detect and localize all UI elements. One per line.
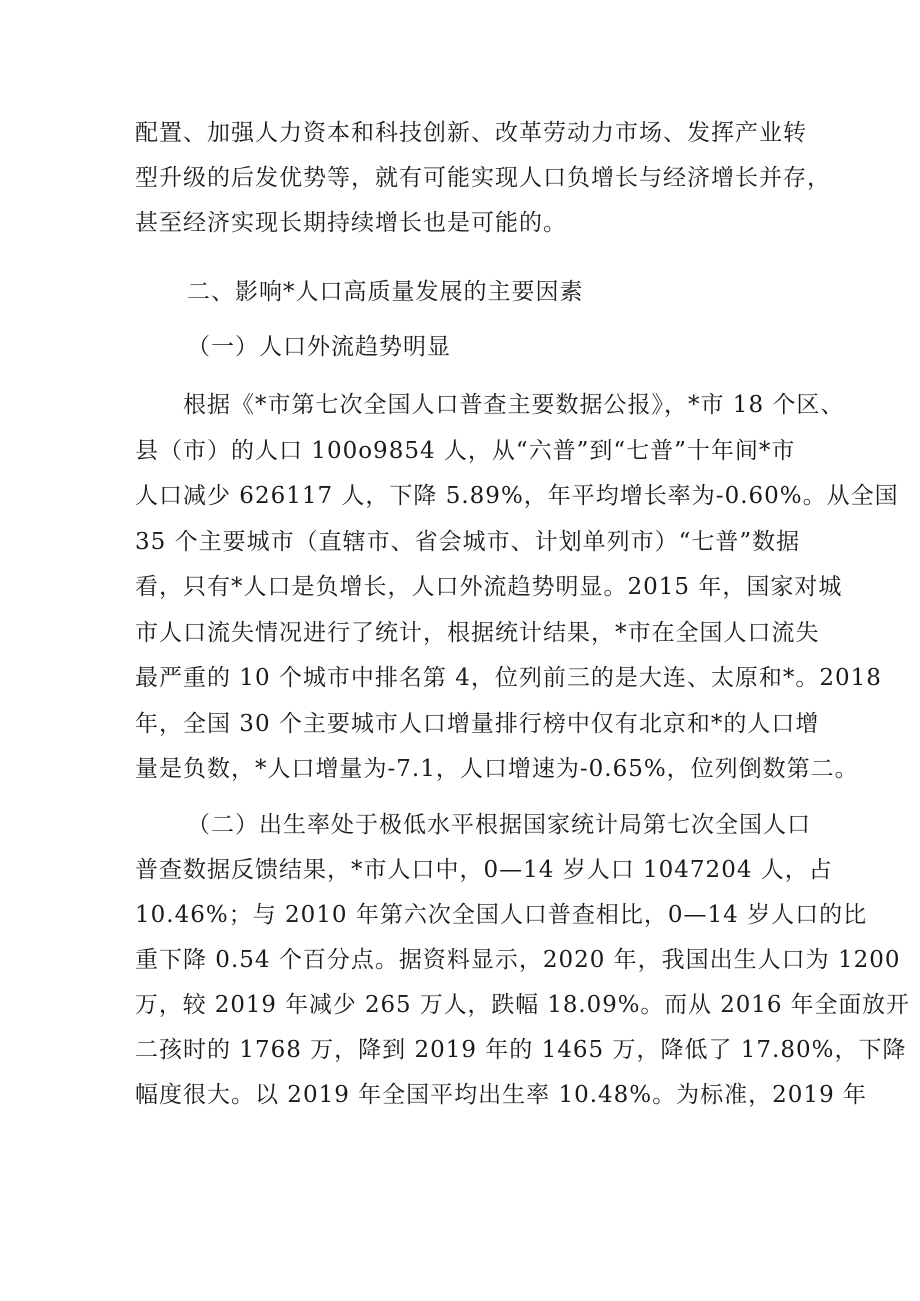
text-line-12: 最严重的 10 个城市中排名第 4，位列前三的是大连、太原和*。2018 xyxy=(135,665,882,691)
text-line-13: 年，全国 30 个主要城市人口增量排行榜中仅有北京和*的人口增 xyxy=(135,711,820,737)
text-line-6: 根据《*市第七次全国人口普查主要数据公报》，*市 18 个区、 xyxy=(183,392,845,418)
text-line-2: 型升级的后发优势等，就有可能实现人口负增长与经济增长并存， xyxy=(135,165,831,191)
text-line-8: 人口减少 626117 人，下降 5.89%，年平均增长率为-0.60%。从全国 xyxy=(135,483,899,509)
text-line-21: 幅度很大。以 2019 年全国平均出生率 10.48%。为标准，2019 年 xyxy=(135,1082,868,1108)
text-line-14: 量是负数，*人口增量为-7.1，人口增速为-0.65%，位列倒数第二。 xyxy=(135,756,859,782)
text-line-7: 县（市）的人口 100o9854 人，从“六普”到“七普”十年间*市 xyxy=(135,438,796,464)
text-line-9: 35 个主要城市（直辖市、省会城市、计划单列市）“七普”数据 xyxy=(135,529,801,555)
text-line-16: 普查数据反馈结果，*市人口中，0—14 岁人口 1047204 人，占 xyxy=(135,857,833,883)
text-line-11: 市人口流失情况进行了统计，根据统计结果，*市在全国人口流失 xyxy=(135,620,820,646)
text-line-10: 看，只有*人口是负增长，人口外流趋势明显。2015 年，国家对城 xyxy=(135,574,843,600)
text-line-3: 甚至经济实现长期持续增长也是可能的。 xyxy=(135,210,567,236)
text-line-1: 配置、加强人力资本和科技创新、改革劳动力市场、发挥产业转 xyxy=(135,120,807,146)
text-line-18: 重下降 0.54 个百分点。据资料显示，2020 年，我国出生人口为 1200 xyxy=(135,947,901,973)
text-line-19: 万，较 2019 年减少 265 万人，跌幅 18.09%。而从 2016 年全面放开 xyxy=(135,992,910,1018)
subsection-heading-1: （一）人口外流趋势明显 xyxy=(187,334,451,360)
section-heading: 二、影响*人口高质量发展的主要因素 xyxy=(187,279,584,305)
subsection-heading-2: （二）出生率处于极低水平根据国家统计局第七次全国人口 xyxy=(187,812,811,838)
text-line-20: 二孩时的 1768 万，降到 2019 年的 1465 万，降低了 17.80%，下降 xyxy=(135,1037,907,1063)
text-line-17: 10.46%；与 2010 年第六次全国人口普查相比，0—14 岁人口的比 xyxy=(135,902,868,928)
